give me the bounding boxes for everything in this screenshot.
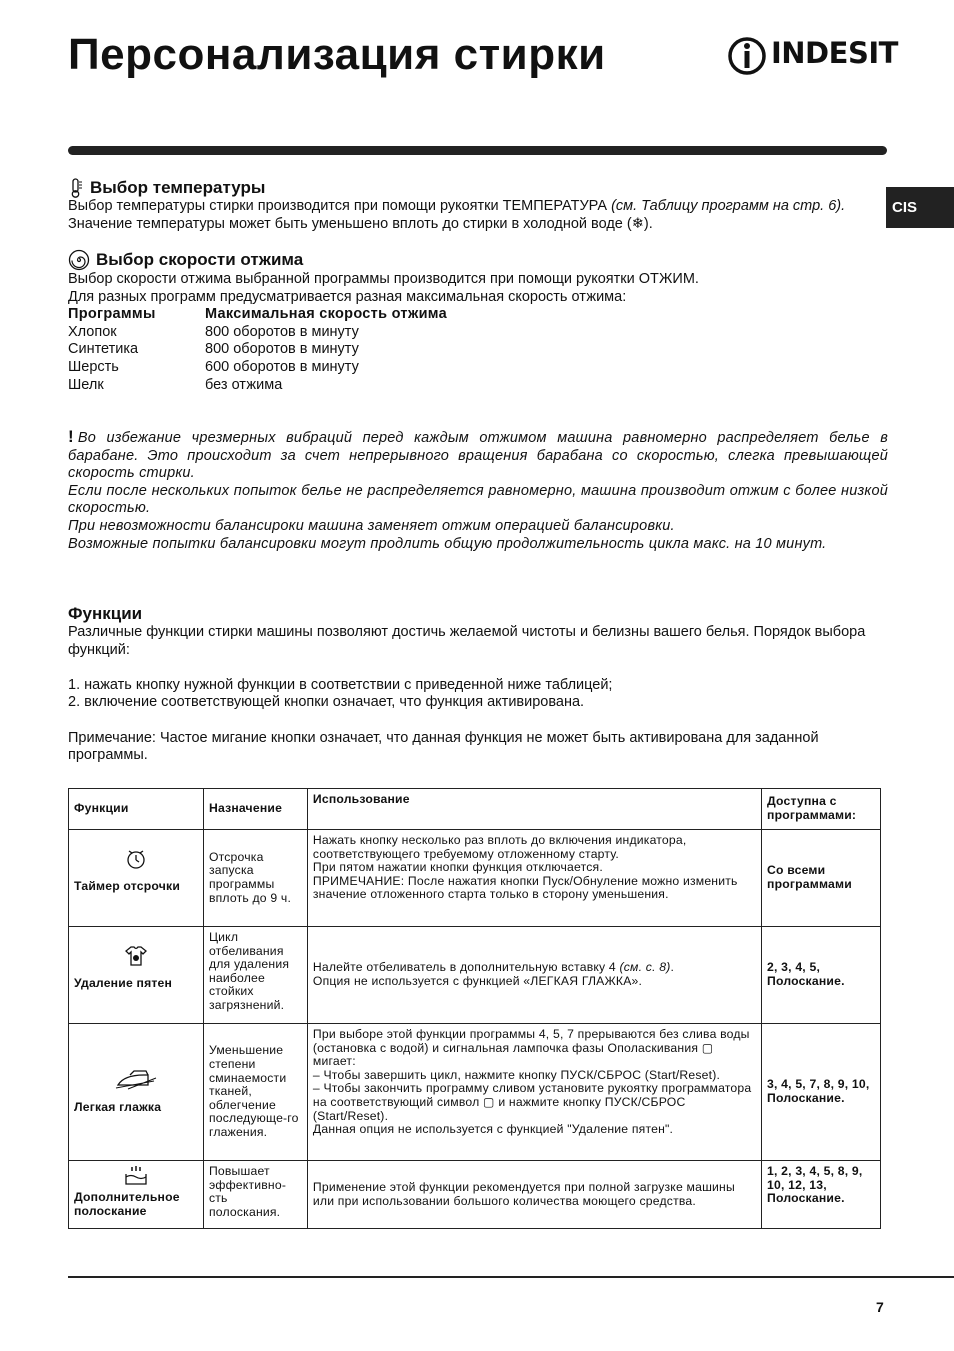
table-row: [69, 1024, 881, 1161]
table-row: [69, 927, 881, 1024]
usage-text: При выборе этой функции программы 4, 5, 7 прерываются без слива воды (остановка с водой) и сигнальная лампочка фазы Ополаскивания ▢ мигает: – Чтобы завершить цикл, нажмите кнопку ПУСК/СБРОС (Start/Reset). – Чтобы закончить программу сливом установите рукоятку программатора на соответствующий символ ▢ и нажмите кнопку ПУСК/СБРОС (Start/Reset). Данная опция не используется с функцией "Удаление пятен".: [312, 1027, 752, 1137]
table-header-row: [69, 789, 881, 830]
function-cell: [69, 1024, 204, 1161]
header-usage: Использование: [307, 789, 761, 830]
spin-row-speed: 800 оборотов в минуту: [205, 323, 359, 340]
spin-row-program: Хлопок: [68, 323, 117, 340]
spin-section: [68, 249, 888, 394]
function-name: Дополнительное полоскание: [74, 1190, 180, 1218]
spin-line2: Для разных программ предусматривается разная максимальная скорость отжима:: [68, 288, 627, 305]
available-cell: Со всеми программами: [762, 830, 881, 927]
spin-row-speed: 800 оборотов в минуту: [205, 341, 359, 358]
indesit-logo: [727, 36, 898, 76]
page-title: Персонализация стирки: [68, 30, 606, 79]
spin-line1: Выбор скорости отжима выбранной программы производится при помощи рукоятки ОТЖИМ.: [68, 271, 699, 287]
warning-p1-text: Во избежание чрезмерных вибраций перед каждым отжимом машина равномерно распределяет белье в барабане. Это происходит за счет непрерывного вращения барабана со скоростью, слегка превышающей скорость стирки.: [68, 430, 888, 482]
spin-col-speed: Максимальная скорость отжима: [205, 306, 447, 323]
spin-row-program: Синтетика: [68, 341, 139, 358]
temperature-heading: [68, 178, 888, 198]
purpose-cell: Отсрочка запуска программы вплоть до 9 ч.: [203, 830, 307, 927]
warning-p4: Возможные попытки балансировки могут продлить общую продолжительность цикла макс. на 10 минут.: [68, 535, 827, 552]
spin-spiral-icon: [68, 249, 90, 271]
temperature-line1-text: Выбор температуры стирки производится при помощи рукоятки ТЕМПЕРАТУРА: [68, 198, 612, 214]
header-available: Доступна с программами:: [762, 789, 881, 830]
available-cell: 1, 2, 3, 4, 5, 8, 9, 10, 12, 13, Полоскание.: [762, 1161, 881, 1229]
usage-cell: [307, 1161, 761, 1229]
function-name: Легкая глажка: [74, 1100, 162, 1115]
temperature-line1-ref: (см. Таблицу программ на стр. 6).: [611, 198, 846, 214]
page-number: 7: [876, 1299, 884, 1315]
extra-rinse-icon: [74, 1165, 198, 1187]
spin-row-speed: без отжима: [205, 376, 283, 393]
purpose-cell: Повышает эффективно-сть полоскания.: [203, 1161, 307, 1229]
warning-p1: [68, 428, 888, 483]
warning-p3: При невозможности балансироки машина заменяет отжим операцией балансировки.: [68, 517, 675, 534]
function-cell: [69, 927, 204, 1024]
usage-text: Применение этой функции рекомендуется при полной загрузке машины или при использовании большого количества моющего средства.: [312, 1179, 735, 1208]
functions-note: Примечание: Частое мигание кнопки означает, что данная функция не может быть активирована для заданной программы.: [68, 729, 819, 764]
footer-divider: [68, 1276, 954, 1278]
functions-section: [68, 604, 888, 765]
brand-name: INDESIT: [771, 36, 898, 70]
usage-cell: [307, 927, 761, 1024]
spin-heading-text: Выбор скорости отжима: [96, 250, 304, 269]
warning-p2: Если после нескольких попыток белье не распределяется равномерно, машина производит отжим с более низкой скоростью.: [68, 482, 888, 517]
purpose-cell: Уменьшение степени сминаемости тканей, облегчение последующе-го глажения.: [203, 1024, 307, 1161]
usage-text-part: . Опция не используется с функцией «ЛЕГКАЯ ГЛАЖКА».: [312, 960, 675, 988]
temperature-line1: [68, 198, 888, 216]
usage-text: Нажать кнопку несколько раз вплоть до включения индикатора, соответствующего требуемому отложенному старту. При пятом нажатии кнопки функция отключается. ПРИМЕЧАНИЕ: После нажатия кнопки Пуск/Обнуление можно изменить значение отложенного старта только в сторону уменьшения.: [312, 833, 738, 902]
spin-row-speed: 600 оборотов в минуту: [205, 358, 359, 375]
spin-row-program: Шерсть: [68, 358, 119, 375]
spin-heading: [68, 249, 888, 271]
available-cell: 2, 3, 4, 5, Полоскание.: [762, 927, 881, 1024]
indesit-logo-mark-icon: [727, 36, 767, 76]
usage-text: [313, 960, 674, 988]
usage-text-part: Налейте отбеливатель в дополнительную вставку 4: [312, 960, 620, 975]
function-cell: [69, 1161, 204, 1229]
functions-step1: 1. нажать кнопку нужной функции в соответствии с приведенной ниже таблицей;: [68, 676, 613, 693]
spin-col-program: Программы: [68, 306, 156, 323]
purpose-cell: Цикл отбеливания для удаления наиболее стойких загрязнений.: [203, 927, 307, 1024]
table-row: [69, 830, 881, 927]
usage-cell: [307, 830, 761, 927]
thermometer-icon: [68, 178, 84, 198]
stain-removal-icon: [74, 945, 198, 967]
header-function: Функции: [69, 789, 204, 830]
usage-cell: [307, 1024, 761, 1161]
header-divider: [68, 146, 887, 155]
function-name: Таймер отсрочки: [74, 879, 181, 893]
warning-icon: !: [68, 427, 74, 446]
function-cell: [69, 830, 204, 927]
spin-speed-table: [68, 306, 888, 394]
timer-icon: [74, 848, 198, 870]
functions-table: [68, 788, 881, 1229]
available-cell: 3, 4, 5, 7, 8, 9, 10, Полоскание.: [762, 1024, 881, 1161]
functions-heading: Функции: [68, 604, 143, 623]
table-row: [69, 1161, 881, 1229]
temperature-heading-text: Выбор температуры: [90, 178, 266, 197]
header-purpose: Назначение: [203, 789, 307, 830]
functions-step2: 2. включение соответствующей кнопки означает, что функция активирована.: [68, 694, 585, 711]
easy-iron-icon: [74, 1069, 198, 1091]
temperature-section: [68, 178, 888, 233]
warning-block: [68, 428, 888, 553]
temperature-line2: Значение температуры может быть уменьшено вплоть до стирки в холодной воде (❄).: [68, 215, 653, 232]
functions-intro: Различные функции стирки машины позволяют достичь желаемой чистоты и белизны вашего белья. Порядок выбора функций:: [68, 624, 866, 658]
region-tab: CIS: [886, 187, 954, 228]
usage-text-ref: (см. с. 8): [619, 960, 671, 975]
function-name: Удаление пятен: [74, 976, 173, 990]
spin-row-program: Шелк: [68, 376, 104, 393]
